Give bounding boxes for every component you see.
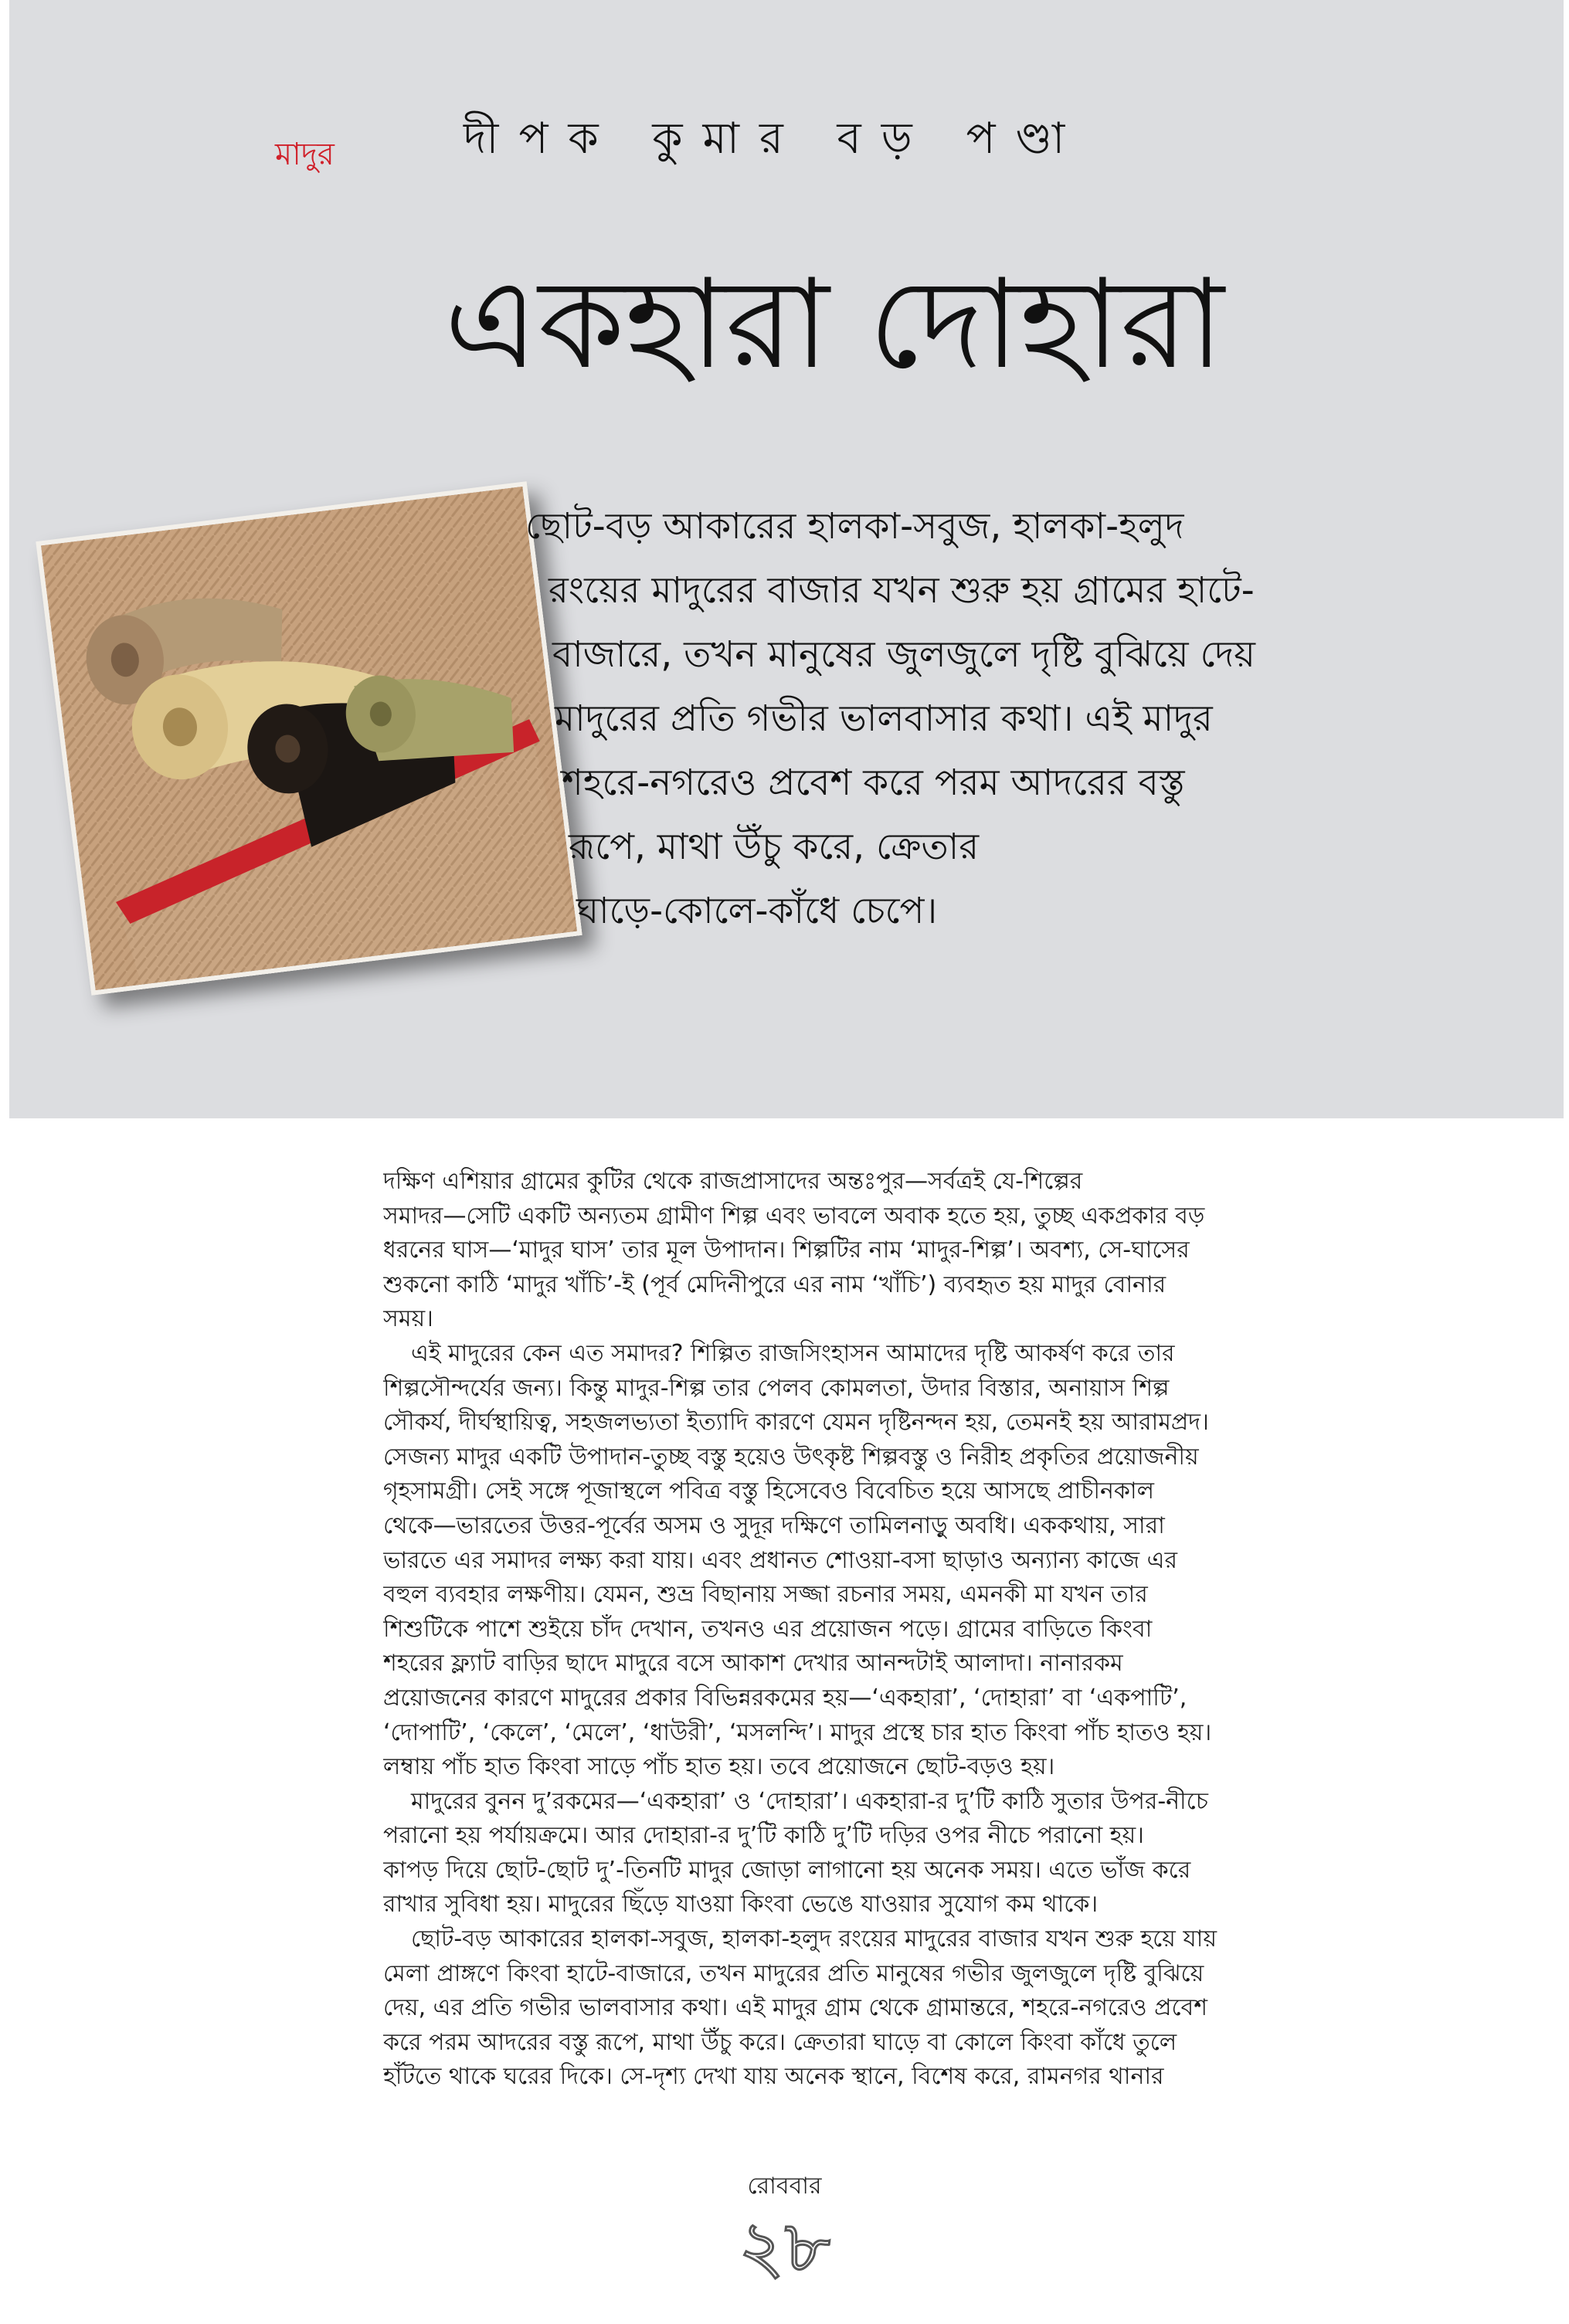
body-line: সৌকর্য, দীর্ঘস্থায়িত্ব, সহজলভ্যতা ইত্যাদি কারণে যেমন দৃষ্টিনন্দন হয়, তেমনই হয় আরামপ্রদ। <box>383 1409 1209 1437</box>
lead-line: ঘাড়ে-কোলে-কাঁধে চেপে। <box>576 890 938 932</box>
article-body <box>383 1165 1279 2095</box>
body-line: বহুল ব্যবহার লক্ষণীয়। যেমন, শুভ্র বিছানায় সজ্জা রচনার সময়, এমনকী মা যখন তার <box>383 1581 1148 1609</box>
body-line: শিশুটিকে পাশে শুইয়ে চাঁদ দেখান, তখনও এর প্রয়োজন পড়ে। গ্রামের বাড়িতে কিংবা <box>383 1615 1153 1643</box>
body-line: দক্ষিণ এশিয়ার গ্রামের কুটির থেকে রাজপ্রাসাদের অন্তঃপুর—সর্বত্রই যে-শিল্পের <box>383 1168 1083 1195</box>
body-paragraph <box>383 1922 1279 2095</box>
body-line: দেয়, এর প্রতি গভীর ভালবাসার কথা। এই মাদুর গ্রাম থেকে গ্রামান্তরে, শহরে-নগরেও প্রবেশ <box>383 1994 1207 2022</box>
body-line: গৃহসামগ্রী। সেই সঙ্গে পূজাস্থলে পবিত্র বস্তু হিসেবেও বিবেচিত হয়ে আসছে প্রাচীনকাল <box>383 1478 1154 1505</box>
lead-line: ছোট-বড় আকারের হালকা-সবুজ, হালকা-হলুদ <box>525 505 1184 548</box>
body-line: হাঁটতে থাকে ঘরের দিকে। সে-দৃশ্য দেখা যায় অনেক স্থানে, বিশেষ করে, রামনগর থানার <box>383 2063 1164 2091</box>
body-line: মেলা প্রাঙ্গণে কিংবা হাটে-বাজারে, তখন মাদুরের প্রতি মানুষের গভীর জুলজুলে দৃষ্টি বুঝিয়ে <box>383 1959 1204 1987</box>
body-line: প্রয়োজনের কারণে মাদুরের প্রকার বিভিন্নরকমের হয়—‘একহারা’, ‘দোহারা’ বা ‘একপাটি’, <box>383 1684 1187 1712</box>
body-paragraph <box>383 1785 1279 1922</box>
body-line: লম্বায় পাঁচ হাত কিংবা সাড়ে পাঁচ হাত হয়। তবে প্রয়োজনে ছোট-বড়ও হয়। <box>383 1753 1055 1781</box>
lead-paragraph <box>525 494 1360 943</box>
body-line: ছোট-বড় আকারের হালকা-সবুজ, হালকা-হলুদ রংয়ের মাদুরের বাজার যখন শুরু হয়ে যায় <box>411 1925 1217 1953</box>
body-line: শুকনো কাঠি ‘মাদুর খাঁচি’-ই (পূর্ব মেদিনীপুরে এর নাম ‘খাঁচি’) ব্যবহৃত হয় মাদুর বোনার <box>383 1271 1167 1298</box>
page-number: ২৮ <box>738 2206 831 2288</box>
body-line: সেজন্য মাদুর একটি উপাদান-তুচ্ছ বস্তু হয়েও উৎকৃষ্ট শিল্পবস্তু ও নিরীহ প্রকৃতির প্রয়োজনীয় <box>383 1443 1199 1471</box>
lead-line: শহরে-নগরেও প্রবেশ করে পরম আদরের বস্তু <box>562 762 1185 804</box>
body-line: সমাদর—সেটি একটি অন্যতম গ্রামীণ শিল্প এবং ভাবলে অবাক হতে হয়, তুচ্ছ একপ্রকার বড় <box>383 1202 1205 1230</box>
mat-rolls-photo <box>36 481 582 996</box>
article-title: একহারা দোহারা <box>444 252 1224 396</box>
section-label: মাদুর <box>275 137 335 172</box>
author-name: দীপক কুমার বড় পণ্ডা <box>464 114 1085 164</box>
body-line: এই মাদুরের কেন এত সমাদর? শিল্পিত রাজসিংহাসন আমাদের দৃষ্টি আকর্ষণ করে তার <box>411 1339 1175 1367</box>
body-line: ধরনের ঘাস—‘মাদুর ঘাস’ তার মূল উপাদান। শিল্পটির নাম ‘মাদুর-শিল্প’। অবশ্য, সে-ঘাসের <box>383 1237 1190 1264</box>
lead-line: রূপে, মাথা উঁচু করে, ক্রেতার <box>569 826 980 868</box>
body-line: সময়। <box>383 1305 433 1333</box>
body-paragraph <box>383 1165 1279 1337</box>
body-line: ‘দোপাটি’, ‘কেলে’, ‘মেলে’, ‘ধাউরী’, ‘মসলন্দি’। মাদুর প্রস্থে চার হাত কিংবা পাঁচ হাতও হয়। <box>383 1718 1212 1746</box>
body-line: শহরের ফ্ল্যাট বাড়ির ছাদে মাদুরে বসে আকাশ দেখার আনন্দটাই আলাদা। নানারকম <box>383 1650 1123 1678</box>
lead-line: রংয়ের মাদুরের বাজার যখন শুরু হয় গ্রামের হাটে- <box>548 569 1255 612</box>
lead-line: বাজারে, তখন মানুষের জুলজুলে দৃষ্টি বুঝিয়ে দেয় <box>552 633 1255 676</box>
body-line: কাপড় দিয়ে ছোট-ছোট দু’-তিনটি মাদুর জোড়া লাগানো হয় অনেক সময়। এতে ভাঁজ করে <box>383 1856 1191 1884</box>
body-line: পরানো হয় পর্যায়ক্রমে। আর দোহারা-র দু’টি কাঠি দু’টি দড়ির ওপর নীচে পরানো হয়। <box>383 1822 1144 1850</box>
body-line: ভারতে এর সমাদর লক্ষ্য করা যায়। এবং প্রধানত শোওয়া-বসা ছাড়াও অন্যান্য কাজে এর <box>383 1546 1177 1574</box>
body-line: মাদুরের বুনন দু’রকমের—‘একহারা’ ও ‘দোহারা’। একহারা-র দু’টি কাঠি সুতার উপর-নীচে <box>411 1787 1208 1815</box>
body-line: রাখার সুবিধা হয়। মাদুরের ছিঁড়ে যাওয়া কিংবা ভেঙে যাওয়ার সুযোগ কম থাকে। <box>383 1891 1099 1919</box>
body-line: শিল্পসৌন্দর্যের জন্য। কিন্তু মাদুর-শিল্প তার পেলব কোমলতা, উদার বিস্তার, অনায়াস শিল্প <box>383 1374 1170 1402</box>
body-line: করে পরম আদরের বস্তু রূপে, মাথা উঁচু করে। ক্রেতারা ঘাড়ে বা কোলে কিংবা কাঁধে তুলে <box>383 2028 1177 2056</box>
body-paragraph <box>383 1337 1279 1785</box>
body-line: থেকে—ভারতের উত্তর-পূর্বের অসম ও সুদূর দক্ষিণে তামিলনাড়ু অবধি। এককথায়, সারা <box>383 1511 1165 1539</box>
lead-line: মাদুরের প্রতি গভীর ভালবাসার কথা। এই মাদুর <box>555 697 1213 740</box>
footer-label: রোববার <box>747 2173 822 2200</box>
